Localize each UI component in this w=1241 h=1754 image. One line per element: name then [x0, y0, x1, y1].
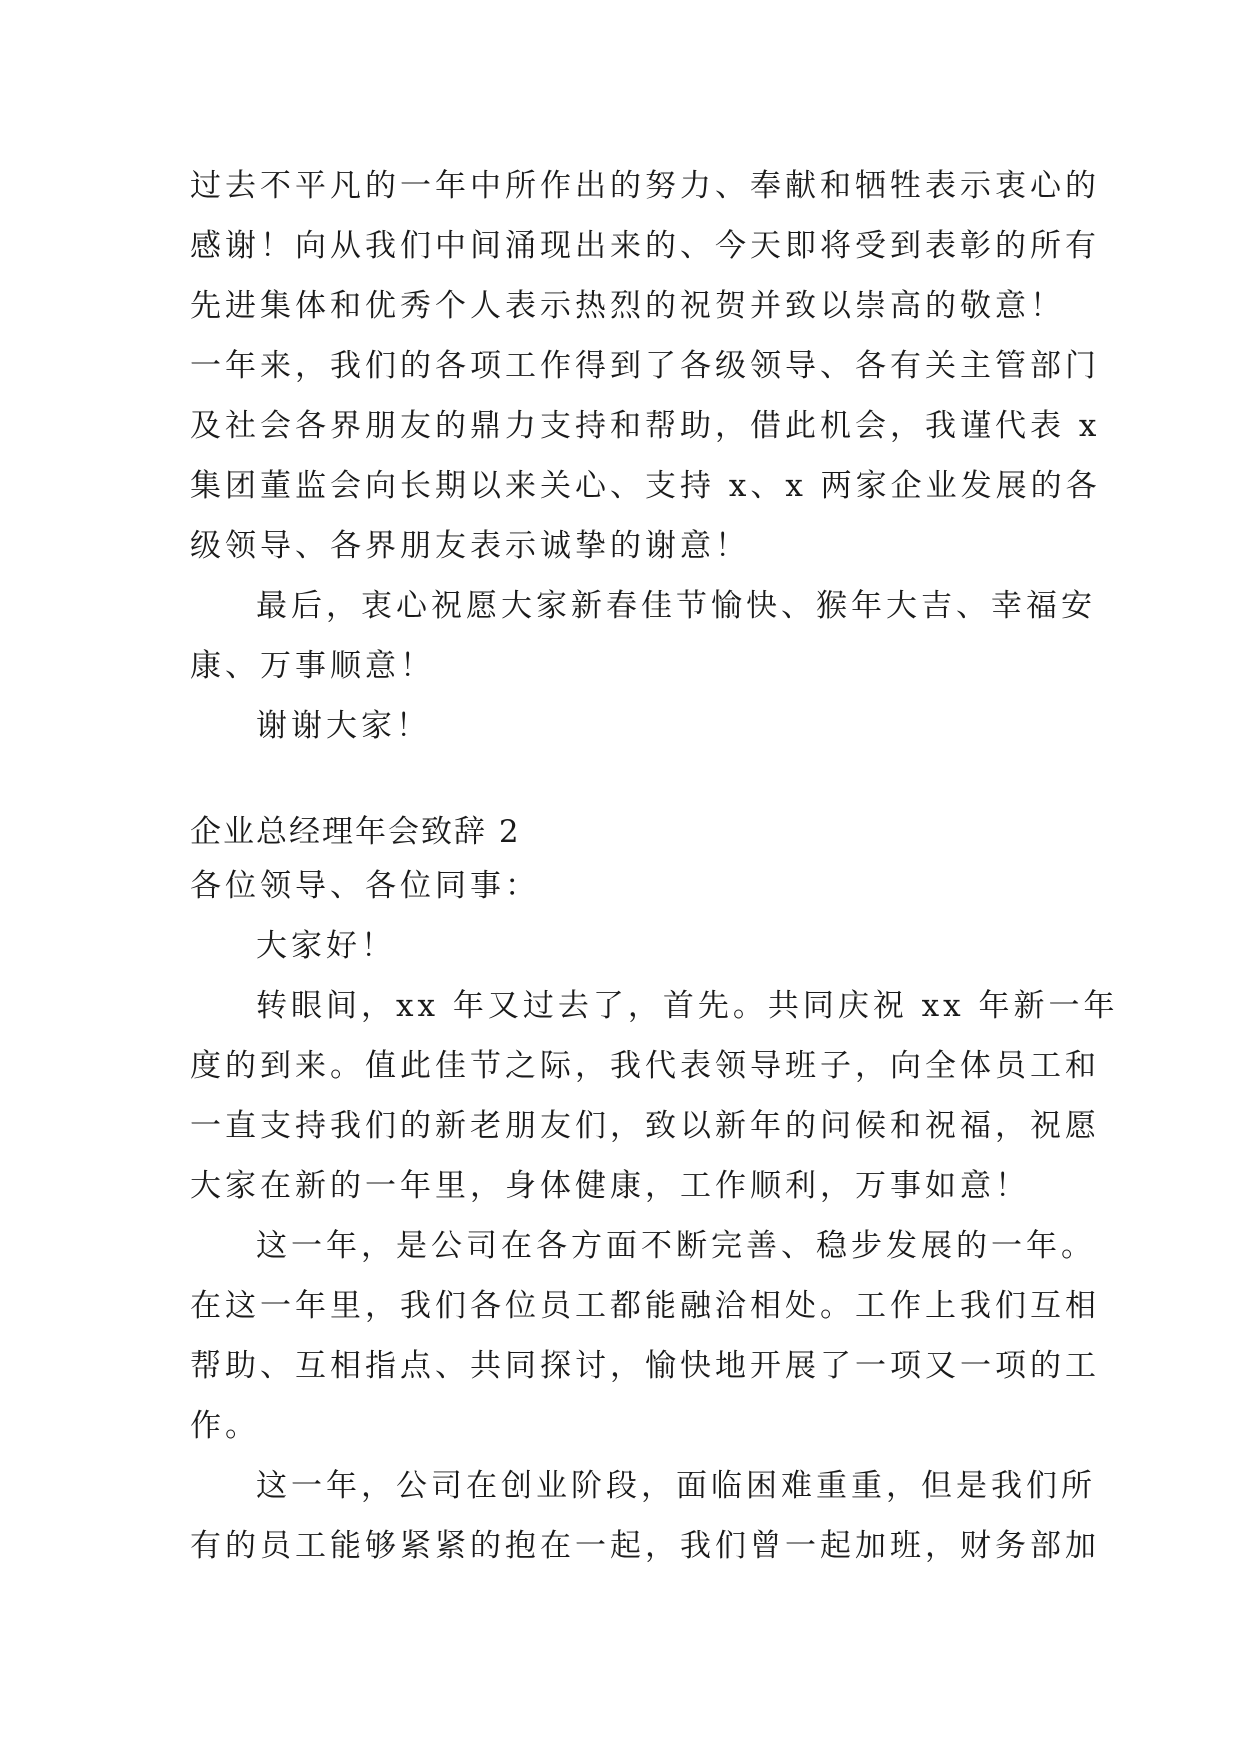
text-line: 过去不平凡的一年中所作出的努力、奉献和牺牲表示衷心的: [190, 168, 1100, 204]
text-line: 先进集体和优秀个人表示热烈的祝贺并致以崇高的敬意！: [190, 288, 1065, 324]
text-line: 最后，衷心祝愿大家新春佳节愉快、猴年大吉、幸福安: [256, 588, 1096, 624]
section-title: 企业总经理年会致辞 2: [190, 814, 521, 850]
text-line: 感谢！向从我们中间涌现出来的、今天即将受到表彰的所有: [190, 228, 1100, 264]
salutation: 各位领导、各位同事：: [190, 868, 540, 904]
text-line: 这一年，公司在创业阶段，面临困难重重，但是我们所: [256, 1468, 1096, 1504]
text-line: 在这一年里，我们各位员工都能融洽相处。工作上我们互相: [190, 1288, 1100, 1324]
text-line: 一直支持我们的新老朋友们，致以新年的问候和祝福，祝愿: [190, 1108, 1100, 1144]
text-line: 帮助、互相指点、共同探讨，愉快地开展了一项又一项的工: [190, 1348, 1100, 1384]
text-line: 谢谢大家！: [256, 708, 431, 744]
text-line: 一年来，我们的各项工作得到了各级领导、各有关主管部门: [190, 348, 1100, 384]
text-line: 大家在新的一年里，身体健康，工作顺利，万事如意！: [190, 1168, 1030, 1204]
text-line: 康、万事顺意！: [190, 648, 435, 684]
text-line: 这一年，是公司在各方面不断完善、稳步发展的一年。: [256, 1228, 1096, 1264]
text-line: 级领导、各界朋友表示诚挚的谢意！: [190, 528, 750, 564]
text-line: 大家好！: [256, 928, 396, 964]
text-line: 作。: [190, 1408, 260, 1444]
text-line: 有的员工能够紧紧的抱在一起，我们曾一起加班，财务部加: [190, 1528, 1100, 1564]
text-line: 及社会各界朋友的鼎力支持和帮助，借此机会，我谨代表 x: [190, 408, 1101, 444]
text-line: 度的到来。值此佳节之际，我代表领导班子，向全体员工和: [190, 1048, 1100, 1084]
text-line: 集团董监会向长期以来关心、支持 x、x 两家企业发展的各: [190, 468, 1101, 504]
text-line: 转眼间，xx 年又过去了，首先。共同庆祝 xx 年新一年: [256, 988, 1119, 1024]
